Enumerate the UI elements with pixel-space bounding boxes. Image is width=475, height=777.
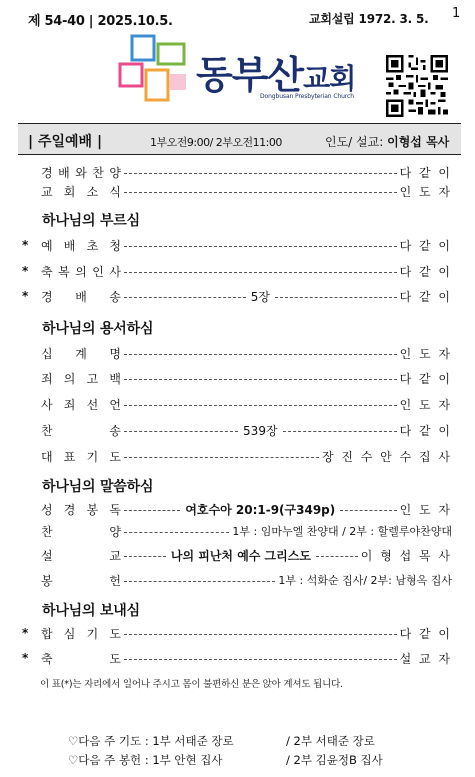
label-char: 기 — [86, 449, 99, 464]
worship-item-person: 1부 : 석화순 집사/ 2부: 남형옥 집사 — [278, 574, 452, 587]
next-week-offering-second: / 2부 김윤정B 집사 — [286, 753, 383, 767]
worship-row — [22, 182, 452, 200]
leader-dots — [124, 272, 397, 273]
leader-dots — [283, 431, 397, 432]
leader-dots — [124, 634, 397, 635]
label-char: 경 — [41, 289, 53, 304]
worship-item-person: 장 진 수 안 수 집 사 — [321, 449, 452, 464]
worship-item-label — [40, 164, 121, 181]
worship-row — [22, 287, 452, 305]
label-char: 성 — [41, 502, 53, 517]
worship-row — [22, 344, 452, 362]
worship-row — [22, 624, 452, 642]
label-char: 도 — [109, 449, 121, 464]
section-word: 하나님의 말씀하심 — [42, 479, 154, 495]
worship-row — [22, 447, 452, 465]
leader-dots — [124, 659, 397, 660]
leader-dots — [124, 297, 246, 298]
worship-row — [22, 522, 452, 540]
worship-row — [22, 500, 452, 518]
label-char: 백 — [109, 371, 121, 386]
stand-marker: * — [22, 264, 29, 278]
leader-label: 인도/ 설교: — [325, 135, 384, 149]
issue-number: 제 54-40 | 2025.10.5. — [28, 14, 173, 29]
church-founded-date: 교회설립 1972. 3. 5. — [309, 12, 429, 26]
worship-item-label — [40, 345, 121, 362]
worship-item-label — [40, 370, 121, 387]
worship-item-detail: 539장 — [243, 423, 278, 438]
worship-item-label — [40, 572, 121, 589]
leader-dots — [124, 556, 166, 557]
label-char: 경 — [63, 502, 76, 517]
worship-item-label — [40, 237, 121, 254]
worship-item-person: 다 같 이 — [399, 264, 452, 279]
label-char: 식 — [109, 184, 121, 199]
label-char: 배 — [75, 289, 87, 304]
worship-row — [22, 571, 452, 589]
label-char: 찬 — [92, 165, 104, 180]
label-char: 의 — [75, 264, 87, 279]
stand-marker: * — [22, 651, 29, 665]
worship-item-person: 다 같 이 — [399, 626, 452, 641]
next-week-prayer-second: / 2부 서태준 장로 — [286, 734, 375, 748]
service-title: | 주일예배 | — [28, 134, 103, 150]
leader-dots — [124, 173, 397, 174]
leader-dots — [124, 246, 397, 247]
next-week-prayer-first: ♡다음 주 기도 : 1부 서태준 장로 — [68, 734, 234, 748]
label-char: 사 — [41, 397, 53, 412]
worship-item-label — [40, 396, 121, 413]
label-char: 봉 — [41, 573, 53, 588]
worship-row — [22, 262, 452, 280]
label-char: 심 — [63, 626, 76, 641]
section-forgiveness: 하나님의 용서하심 — [42, 321, 154, 337]
label-char: 죄 — [63, 397, 76, 412]
stand-marker: * — [22, 238, 29, 252]
label-char: 언 — [109, 397, 121, 412]
label-char: 합 — [41, 626, 53, 641]
label-char: 경 — [41, 165, 53, 180]
label-char: 송 — [109, 289, 121, 304]
label-char: 죄 — [41, 371, 53, 386]
label-char: 복 — [58, 264, 70, 279]
leader-dots — [124, 532, 229, 533]
label-char: 고 — [86, 371, 99, 386]
leader-dots — [124, 457, 319, 458]
worship-item-label — [40, 263, 121, 280]
label-char: 기 — [86, 626, 99, 641]
label-char: 초 — [86, 238, 99, 253]
worship-item-label — [40, 183, 121, 200]
worship-item-person: 이 형 섭 목 사 — [360, 548, 453, 563]
leader-dots — [124, 192, 397, 193]
worship-item-label — [40, 650, 121, 667]
label-char: 예 — [41, 238, 53, 253]
label-char: 와 — [75, 165, 87, 180]
label-char: 회 — [63, 184, 76, 199]
worship-item-person: 다 같 이 — [399, 165, 452, 180]
label-char: 양 — [109, 524, 121, 539]
worship-row — [22, 395, 452, 413]
section-calling: 하나님의 부르심 — [42, 213, 140, 229]
label-char: 계 — [75, 346, 87, 361]
label-char: 설 — [41, 548, 53, 563]
label-char: 축 — [41, 264, 53, 279]
next-week-prayer — [68, 733, 375, 749]
worship-row — [22, 421, 452, 439]
worship-item-person: 인 도 자 — [399, 184, 452, 199]
label-char: 명 — [109, 346, 121, 361]
next-week-offering-first: ♡다음 주 봉헌 : 1부 안현 집사 — [68, 753, 223, 767]
label-char: 인 — [92, 264, 104, 279]
standing-note: 이 표(*)는 자리에서 일어나 주시고 몸이 불편하신 분은 앉아 계셔도 됩니다. — [40, 679, 343, 690]
label-char: 사 — [109, 264, 121, 279]
worship-item-person: 인 도 자 — [399, 346, 452, 361]
label-char: 축 — [41, 651, 53, 666]
label-char: 양 — [109, 165, 121, 180]
worship-item-label — [40, 547, 121, 564]
label-char: 헌 — [109, 573, 121, 588]
worship-item-person: 다 같 이 — [399, 371, 452, 386]
worship-item-label — [40, 523, 121, 540]
service-times: 1부오전9:00/ 2부오전11:00 — [150, 136, 282, 149]
worship-item-label — [40, 422, 121, 439]
qr-code[interactable] — [386, 55, 448, 117]
worship-item-label — [40, 448, 121, 465]
worship-item-label — [40, 625, 121, 642]
label-char: 송 — [109, 423, 121, 438]
leader-dots — [124, 379, 397, 380]
label-char: 찬 — [41, 423, 53, 438]
worship-item-detail: 5장 — [250, 289, 270, 304]
label-char: 대 — [41, 449, 53, 464]
label-char: 배 — [58, 165, 70, 180]
next-week-offering — [68, 752, 383, 768]
label-char: 교 — [41, 184, 53, 199]
leader-dots — [275, 297, 397, 298]
label-char: 도 — [109, 626, 121, 641]
label-char: 표 — [63, 449, 76, 464]
label-char: 도 — [109, 651, 121, 666]
label-char: 선 — [86, 397, 99, 412]
leader-name: 이형섭 목사 — [387, 135, 450, 149]
church-name-english: Dongbusan Presbyterian Church — [260, 93, 354, 100]
stand-marker: * — [22, 289, 29, 303]
leader-dots — [124, 431, 238, 432]
worship-item-label — [40, 501, 121, 518]
worship-row — [22, 546, 452, 564]
leader-dots — [124, 354, 397, 355]
label-char: 봉 — [86, 502, 99, 517]
worship-item-person: 다 같 이 — [399, 423, 452, 438]
worship-row — [22, 369, 452, 387]
leader-dots — [340, 510, 396, 511]
worship-row — [22, 163, 452, 181]
leader-dots — [124, 510, 180, 511]
label-char: 교 — [109, 548, 121, 563]
service-leader — [325, 133, 449, 150]
worship-item-label — [40, 288, 121, 305]
page-number: 1 — [452, 6, 461, 21]
label-char: 청 — [109, 238, 121, 253]
worship-item-person: 인 도 자 — [399, 502, 452, 517]
church-name-logo — [196, 44, 355, 99]
worship-item-person: 1부 : 임마누엘 찬양대 / 2부 : 할렐루야찬양대 — [232, 525, 452, 538]
label-char: 독 — [109, 502, 121, 517]
church-name-part1: 동부 — [196, 53, 268, 97]
worship-item-person: 인 도 자 — [399, 397, 452, 412]
church-logo-mark — [118, 34, 192, 104]
worship-row — [22, 649, 452, 667]
worship-item-person: 설 교 자 — [399, 651, 452, 666]
section-sending: 하나님의 보내심 — [42, 603, 140, 619]
worship-item-detail: 나의 피난처 예수 그리스도 — [170, 548, 311, 563]
worship-row — [22, 236, 452, 254]
leader-dots — [124, 405, 397, 406]
label-char: 소 — [86, 184, 99, 199]
leader-dots — [316, 556, 358, 557]
worship-item-detail: 여호수아 20:1-9(구349p) — [185, 502, 336, 517]
church-name-part2: 산 — [267, 53, 304, 97]
worship-item-person: 다 같 이 — [399, 289, 453, 304]
label-char: 찬 — [41, 524, 53, 539]
label-char: 배 — [63, 238, 76, 253]
leader-dots — [124, 581, 275, 582]
label-char: 의 — [63, 371, 76, 386]
church-name-part3: 교회 — [303, 62, 356, 95]
stand-marker: * — [22, 626, 29, 640]
label-char: 십 — [41, 346, 53, 361]
worship-item-person: 다 같 이 — [399, 238, 452, 253]
